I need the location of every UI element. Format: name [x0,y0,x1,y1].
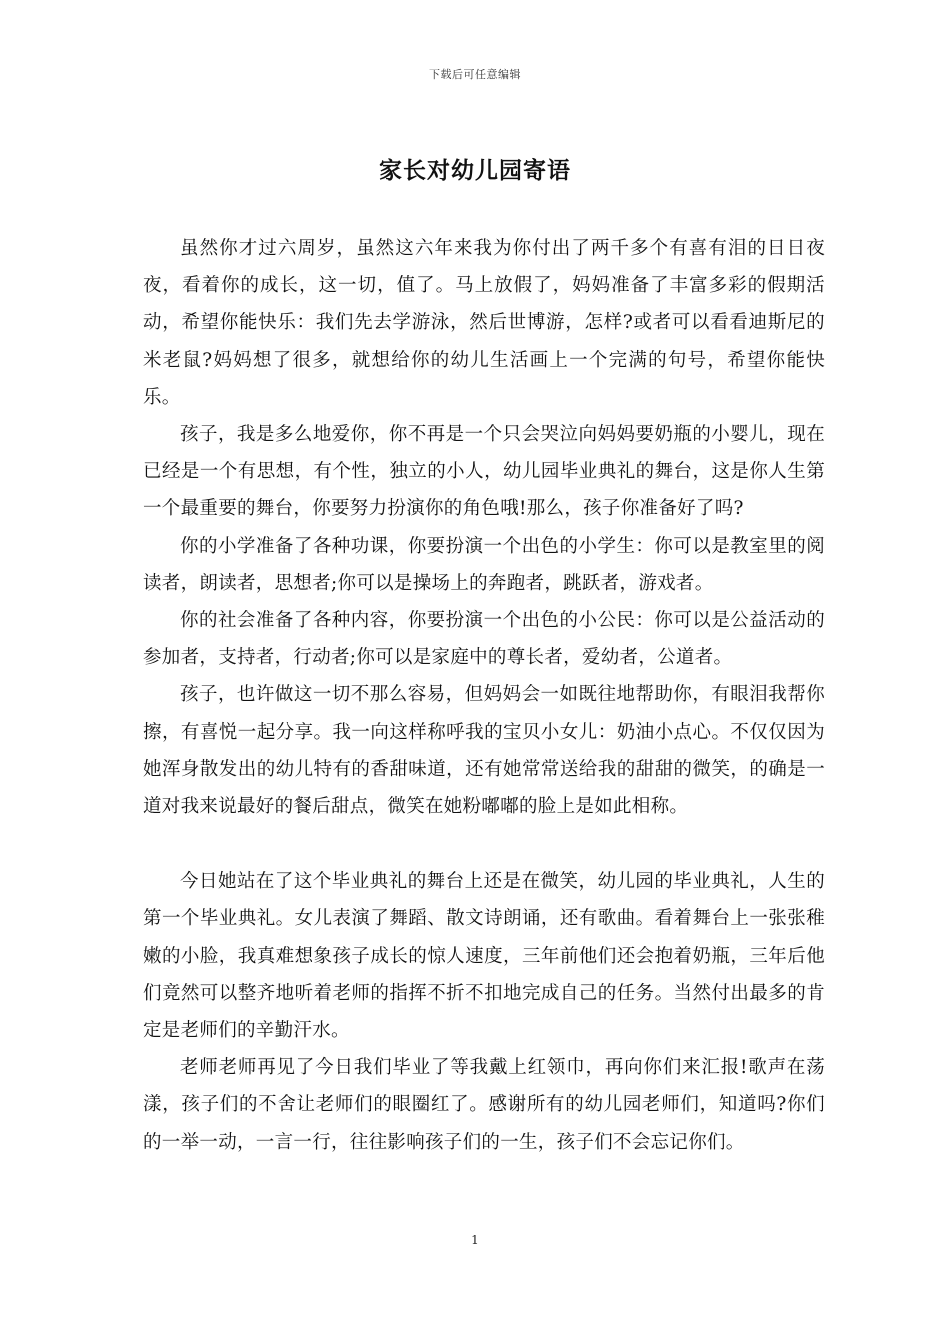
paragraph: 虽然你才过六周岁，虽然这六年来我为你付出了两千多个有喜有泪的日日夜夜，看着你的成长，这一切，值了。马上放假了，妈妈准备了丰富多彩的假期活动，希望你能快乐：我们先去学游泳，然后世博游，怎样?或者可以看看迪斯尼的米老鼠?妈妈想了很多，就想给你的幼儿生活画上一个完满的句号，希望你能快乐。 [143,238,825,408]
paragraph: 今日她站在了这个毕业典礼的舞台上还是在微笑，幼儿园的毕业典礼，人生的第一个毕业典礼。女儿表演了舞蹈、散文诗朗诵，还有歌曲。看着舞台上一张张稚嫩的小脸，我真难想象孩子成长的惊人速度，三年前他们还会抱着奶瓶，三年后他们竟然可以整齐地听着老师的指挥不折不扣地完成自己的任务。当然付出最多的肯定是老师们的辛勤汗水。 [143,871,825,1042]
header-note: 下载后可任意编辑 [429,68,521,81]
paragraph: 你的小学准备了各种功课，你要扮演一个出色的小学生：你可以是教室里的阅读者，朗读者，思想者;你可以是操场上的奔跑者，跳跃者，游戏者。 [143,535,825,594]
document-body [143,230,825,1161]
paragraph-spacer [143,825,825,863]
document-title: 家长对幼儿园寄语 [379,157,571,184]
page-number: 1 [471,1233,479,1247]
paragraph: 孩子，我是多么地爱你，你不再是一个只会哭泣向妈妈要奶瓶的小婴儿，现在已经是一个有思想，有个性，独立的小人，幼儿园毕业典礼的舞台，这是你人生第一个最重要的舞台，你要努力扮演你的角色哦!那么，孩子你准备好了吗? [143,424,825,520]
paragraph: 你的社会准备了各种内容，你要扮演一个出色的小公民：你可以是公益活动的参加者，支持者，行动者;你可以是家庭中的尊长者，爱幼者，公道者。 [143,610,825,669]
paragraph: 老师老师再见了今日我们毕业了等我戴上红领巾，再向你们来汇报!歌声在荡漾，孩子们的不舍让老师们的眼圈红了。感谢所有的幼儿园老师们，知道吗?你们的一举一动，一言一行，往往影响孩子们的一生，孩子们不会忘记你们。 [143,1057,825,1153]
paragraph: 孩子，也许做这一切不那么容易，但妈妈会一如既往地帮助你，有眼泪我帮你擦，有喜悦一起分享。我一向这样称呼我的宝贝小女儿：奶油小点心。不仅仅因为她浑身散发出的幼儿特有的香甜味道，还有她常常送给我的甜甜的微笑，的确是一道对我来说最好的餐后甜点，微笑在她粉嘟嘟的脸上是如此相称。 [143,684,825,818]
